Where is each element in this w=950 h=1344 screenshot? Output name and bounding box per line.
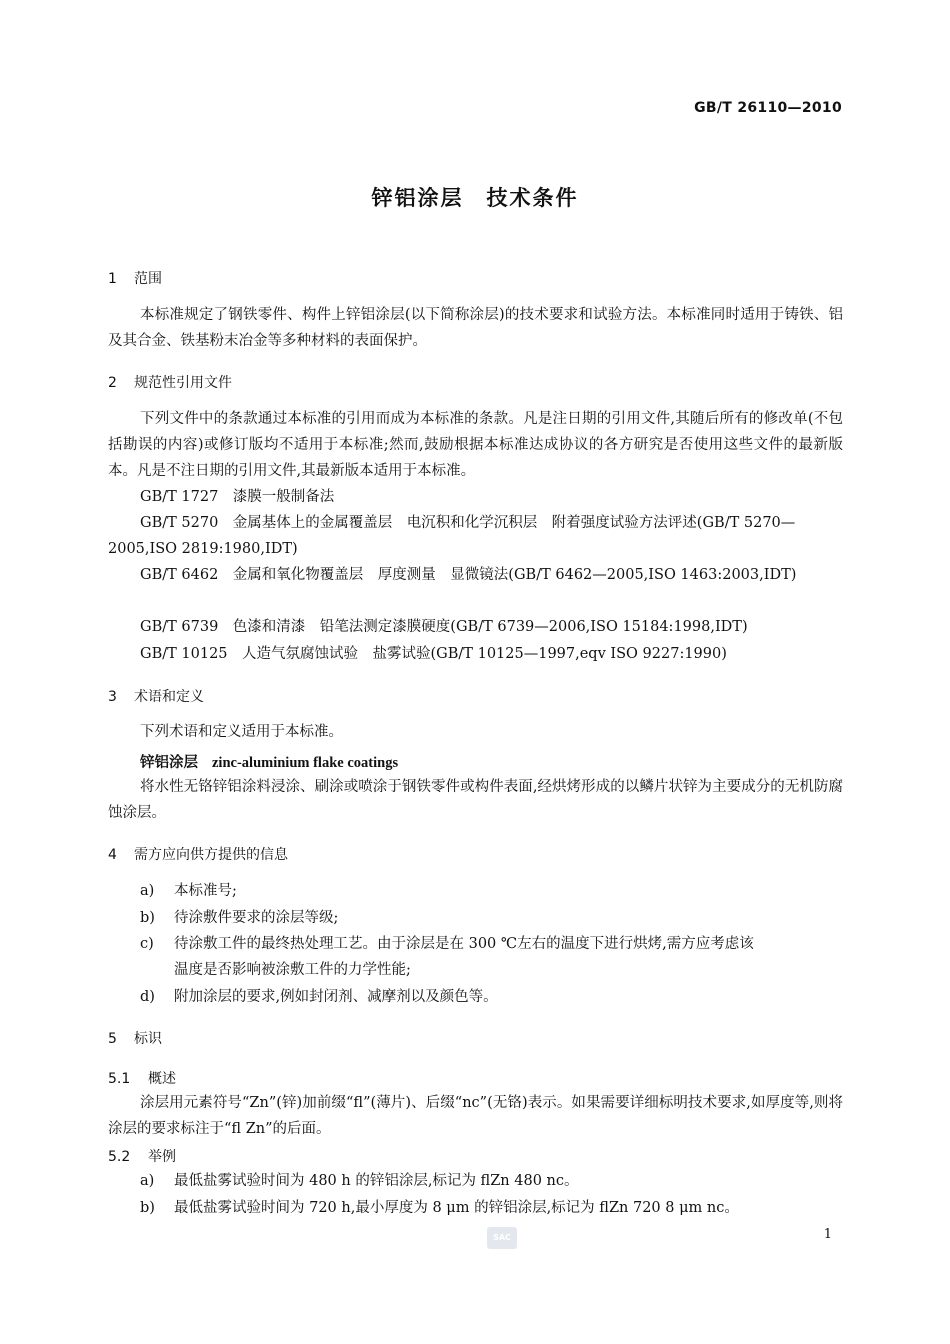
section-title: 术语和定义 xyxy=(134,689,204,705)
list-text: 待涂敷件要求的涂层等级; xyxy=(174,910,339,926)
list-text: 待涂敷工件的最终热处理工艺。由于涂层是在 300 ℃左右的温度下进行烘烤,需方应考虑该 xyxy=(174,936,754,952)
page-number: 1 xyxy=(823,1227,832,1242)
reference-item: GB/T 6739 色漆和清漆 铅笔法测定漆膜硬度(GB/T 6739—2006,ISO 15184:1998,IDT) xyxy=(140,619,748,635)
list-text: 最低盐雾试验时间为 480 h 的锌铝涂层,标记为 flZn 480 nc。 xyxy=(174,1173,579,1189)
list-item xyxy=(140,1195,843,1221)
list-text: 最低盐雾试验时间为 720 h,最小厚度为 8 μm 的锌铝涂层,标记为 flZn 720 8 μm nc。 xyxy=(174,1200,739,1216)
section-number: 2 xyxy=(108,375,117,391)
section-3-intro: 下列术语和定义适用于本标准。 xyxy=(140,724,343,740)
list-label: b) xyxy=(140,910,155,926)
standard-code: GB/T 26110—2010 xyxy=(694,100,842,116)
section-title: 需方应向供方提供的信息 xyxy=(134,847,288,863)
subsection-5-1-paragraph: 涂层用元素符号“Zn”(锌)加前缀“fl”(薄片)、后缀“nc”(无铬)表示。如果需要详细标明技术要求,如厚度等,则将涂层的要求标注于“fl Zn”的后面。 xyxy=(108,1095,843,1137)
subsection-5-2-heading xyxy=(108,1146,176,1166)
term-english: zinc-aluminium flake coatings xyxy=(212,755,399,771)
list-label: a) xyxy=(140,883,155,899)
list-label: c) xyxy=(140,936,154,952)
term-definition: 将水性无铬锌铝涂料浸涂、刷涂或喷涂于钢铁零件或构件表面,经烘烤形成的以鳞片状锌为主要成分的无机防腐蚀涂层。 xyxy=(108,779,843,821)
section-title: 标识 xyxy=(134,1031,162,1047)
term-entry xyxy=(140,751,398,772)
list-item xyxy=(140,984,843,1010)
section-5-heading xyxy=(108,1028,162,1048)
section-1-heading xyxy=(108,268,162,288)
section-number: 5.1 xyxy=(108,1071,131,1087)
section-number: 4 xyxy=(108,847,117,863)
reference-item: GB/T 1727 漆膜一般制备法 xyxy=(140,489,335,505)
section-4-heading xyxy=(108,844,288,864)
reference-item: GB/T 10125 人造气氛腐蚀试验 盐雾试验(GB/T 10125—1997,eqv ISO 9227:1990) xyxy=(140,646,727,662)
list-item xyxy=(140,1168,843,1194)
reference-item: GB/T 5270 金属基体上的金属覆盖层 电沉积和化学沉积层 附着强度试验方法评述(GB/T 5270—2005,ISO 2819:1980,IDT) xyxy=(108,515,796,557)
section-number: 3 xyxy=(108,689,117,705)
list-label: d) xyxy=(140,989,155,1005)
term-chinese: 锌铝涂层 xyxy=(140,754,198,771)
sac-watermark-logo: SAC xyxy=(487,1227,517,1249)
list-item xyxy=(140,931,843,983)
list-text: 本标准号; xyxy=(174,883,237,899)
section-title: 举例 xyxy=(148,1149,176,1165)
section-2-heading xyxy=(108,372,232,392)
subsection-5-1-heading xyxy=(108,1068,176,1088)
section-title: 规范性引用文件 xyxy=(134,375,232,391)
list-text: 附加涂层的要求,例如封闭剂、减摩剂以及颜色等。 xyxy=(174,989,498,1005)
section-number: 1 xyxy=(108,271,117,287)
document-title: 锌铝涂层 技术条件 xyxy=(371,186,579,210)
section-number: 5.2 xyxy=(108,1149,131,1165)
list-label: b) xyxy=(140,1200,155,1216)
list-item xyxy=(140,878,843,904)
section-number: 5 xyxy=(108,1031,117,1047)
list-text-continued: 温度是否影响被涂敷工件的力学性能; xyxy=(174,962,411,978)
section-1-paragraph: 本标准规定了钢铁零件、构件上锌铝涂层(以下简称涂层)的技术要求和试验方法。本标准同时适用于铸铁、铝及其合金、铁基粉末冶金等多种材料的表面保护。 xyxy=(108,307,843,349)
section-title: 范围 xyxy=(134,271,162,287)
reference-item: GB/T 6462 金属和氧化物覆盖层 厚度测量 显微镜法(GB/T 6462—2005,ISO 1463:2003,IDT) xyxy=(140,567,797,583)
list-label: a) xyxy=(140,1173,155,1189)
section-title: 概述 xyxy=(148,1071,176,1087)
section-2-paragraph: 下列文件中的条款通过本标准的引用而成为本标准的条款。凡是注日期的引用文件,其随后所有的修改单(不包括勘误的内容)或修订版均不适用于本标准;然而,鼓励根据本标准达成协议的各方研究是否使用这些文件的最新版本。凡是不注日期的引用文件,其最新版本适用于本标准。 xyxy=(108,411,843,479)
section-3-heading xyxy=(108,686,204,706)
list-item xyxy=(140,905,843,931)
